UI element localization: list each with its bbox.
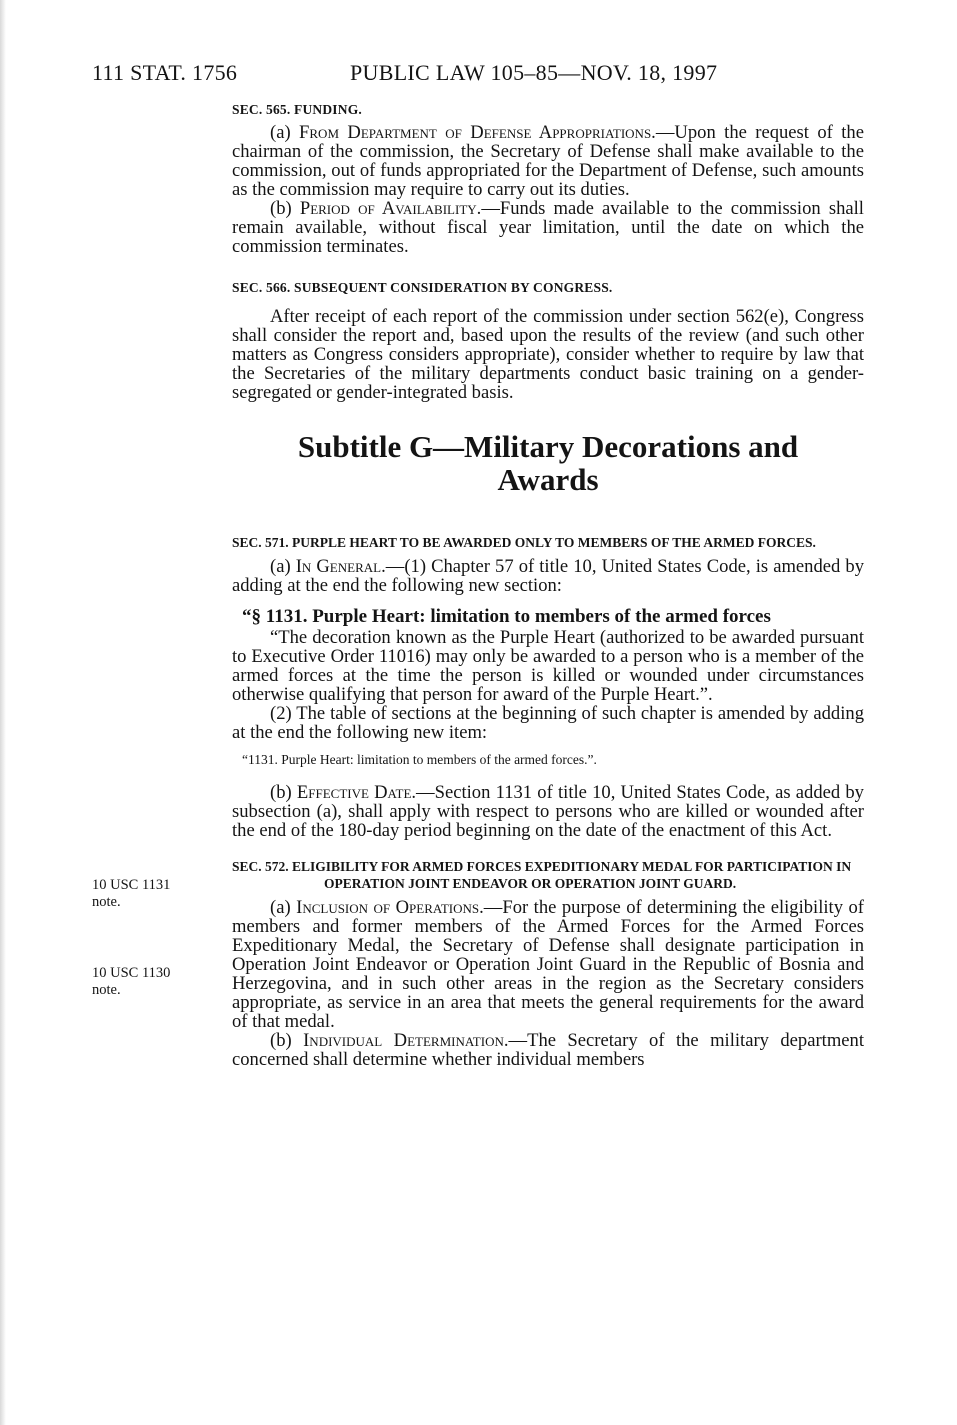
sec-571-paragraph-2: (2) The table of sections at the beginning of such chapter is amended by adding at the end the following new item: xyxy=(232,703,864,743)
subsection-text: —(1) Chapter 57 of title 10, United States Code, is amended by adding at the end the following new section: xyxy=(232,556,864,596)
sec-566-heading: SEC. 566. SUBSEQUENT CONSIDERATION BY CONGRESS. xyxy=(232,280,613,295)
subsection-caption: From Department of Defense Appropriations. xyxy=(299,122,656,143)
sec-571-heading: SEC. 571. PURPLE HEART TO BE AWARDED ONLY TO MEMBERS OF THE ARMED FORCES. xyxy=(232,535,816,550)
public-law-title: PUBLIC LAW 105–85—NOV. 18, 1997 xyxy=(350,60,718,85)
sec-571-subsection-b xyxy=(232,783,864,840)
subsection-label: (b) xyxy=(270,782,297,803)
subsection-label: (a) xyxy=(270,556,296,577)
subsection-text: —For the purpose of determining the eligibility of members and former members of the Armed Forces for the Armed Forces Expeditionary Medal, the Secretary of Defense shall designate participation in Operation Joint Endeavor or Operation Joint Guard in the Republic of Bosnia and Herzegovina, and in such other areas in the region as the Secretary considers appropriate, as service in an area that meets the general requirements for the award of that medal. xyxy=(232,897,864,1032)
subsection-text: —Section 1131 of title 10, United States Code, as added by subsection (a), shall apply with respect to persons who are killed or wounded after the end of the 180-day period beginning on the date of the enactment of this Act. xyxy=(232,782,864,841)
sec-565-subsection-b xyxy=(232,199,864,256)
statute-page-number: 111 STAT. 1756 xyxy=(92,60,238,85)
margin-note-label: note. xyxy=(92,894,121,910)
sec-572-subsection-a xyxy=(232,898,864,1031)
margin-note-1131 xyxy=(92,877,212,911)
subsection-label: (b) xyxy=(270,1030,304,1051)
sec-566-text: After receipt of each report of the commission under section 562(e), Congress shall consider the report and, based upon the results of the review (and such other matters as Congress considers appropriate), consider whether to require by law that the Secretaries of the military departments conduct basic training on a gender-segregated or gender-integrated basis. xyxy=(232,306,864,403)
subsection-caption: Inclusion of Operations. xyxy=(296,897,484,918)
sec-565-subsection-a xyxy=(232,123,864,199)
new-section-1131-text: “The decoration known as the Purple Heart (authorized to be awarded pursuant to Executive Order 11016) may only be awarded to a person who is a member of the armed forces at the time the person is killed or wounded under circumstances otherwise qualifying that person for award of the Purple Heart.”. xyxy=(232,627,864,705)
subsection-label: (a) xyxy=(270,122,300,143)
subsection-text: —The Secretary of the military department concerned shall determine whether individual members xyxy=(232,1030,865,1070)
subsection-label: (a) xyxy=(270,897,297,918)
sec-572-heading: SEC. 572. ELIGIBILITY FOR ARMED FORCES EXPEDITIONARY MEDAL FOR PARTICIPATION IN OPERATION JOINT ENDEAVOR OR OPERATION JOINT GUARD. xyxy=(232,859,852,891)
sec-572-subsection-b xyxy=(232,1031,864,1069)
subsection-label: (b) xyxy=(270,198,300,219)
sec-565-heading: SEC. 565. FUNDING. xyxy=(232,102,362,117)
sec-571-subsection-a xyxy=(232,557,864,595)
new-section-1131-heading: “§ 1131. Purple Heart: limitation to members of the armed forces xyxy=(242,606,771,627)
margin-note-label: note. xyxy=(92,982,121,998)
margin-note-1130 xyxy=(92,965,212,999)
page-edge xyxy=(0,0,6,1425)
main-text-column xyxy=(232,100,864,1069)
subsection-caption: In General. xyxy=(295,556,386,577)
table-of-sections-item: “1131. Purple Heart: limitation to members of the armed forces.”. xyxy=(242,752,597,767)
subsection-text: —Funds made available to the commission shall remain available, without fiscal year limitation, until the date on which the commission terminates. xyxy=(232,198,864,257)
subsection-text: —Upon the request of the chairman of the commission, the Secretary of Defense shall make available to the commission, out of funds appropriated for the Department of Defense, such amounts as the commission may require to carry out its duties. xyxy=(232,122,864,200)
subtitle-g-heading: Subtitle G—Military Decorations and Awards xyxy=(297,429,799,497)
subsection-caption: Individual Determination. xyxy=(303,1030,509,1051)
margin-note-citation: 10 USC 1130 xyxy=(92,965,171,981)
margin-note-citation: 10 USC 1131 xyxy=(92,877,171,893)
subsection-caption: Period of Availability. xyxy=(299,198,482,219)
subsection-caption: Effective Date. xyxy=(296,782,417,803)
running-head xyxy=(92,60,717,86)
